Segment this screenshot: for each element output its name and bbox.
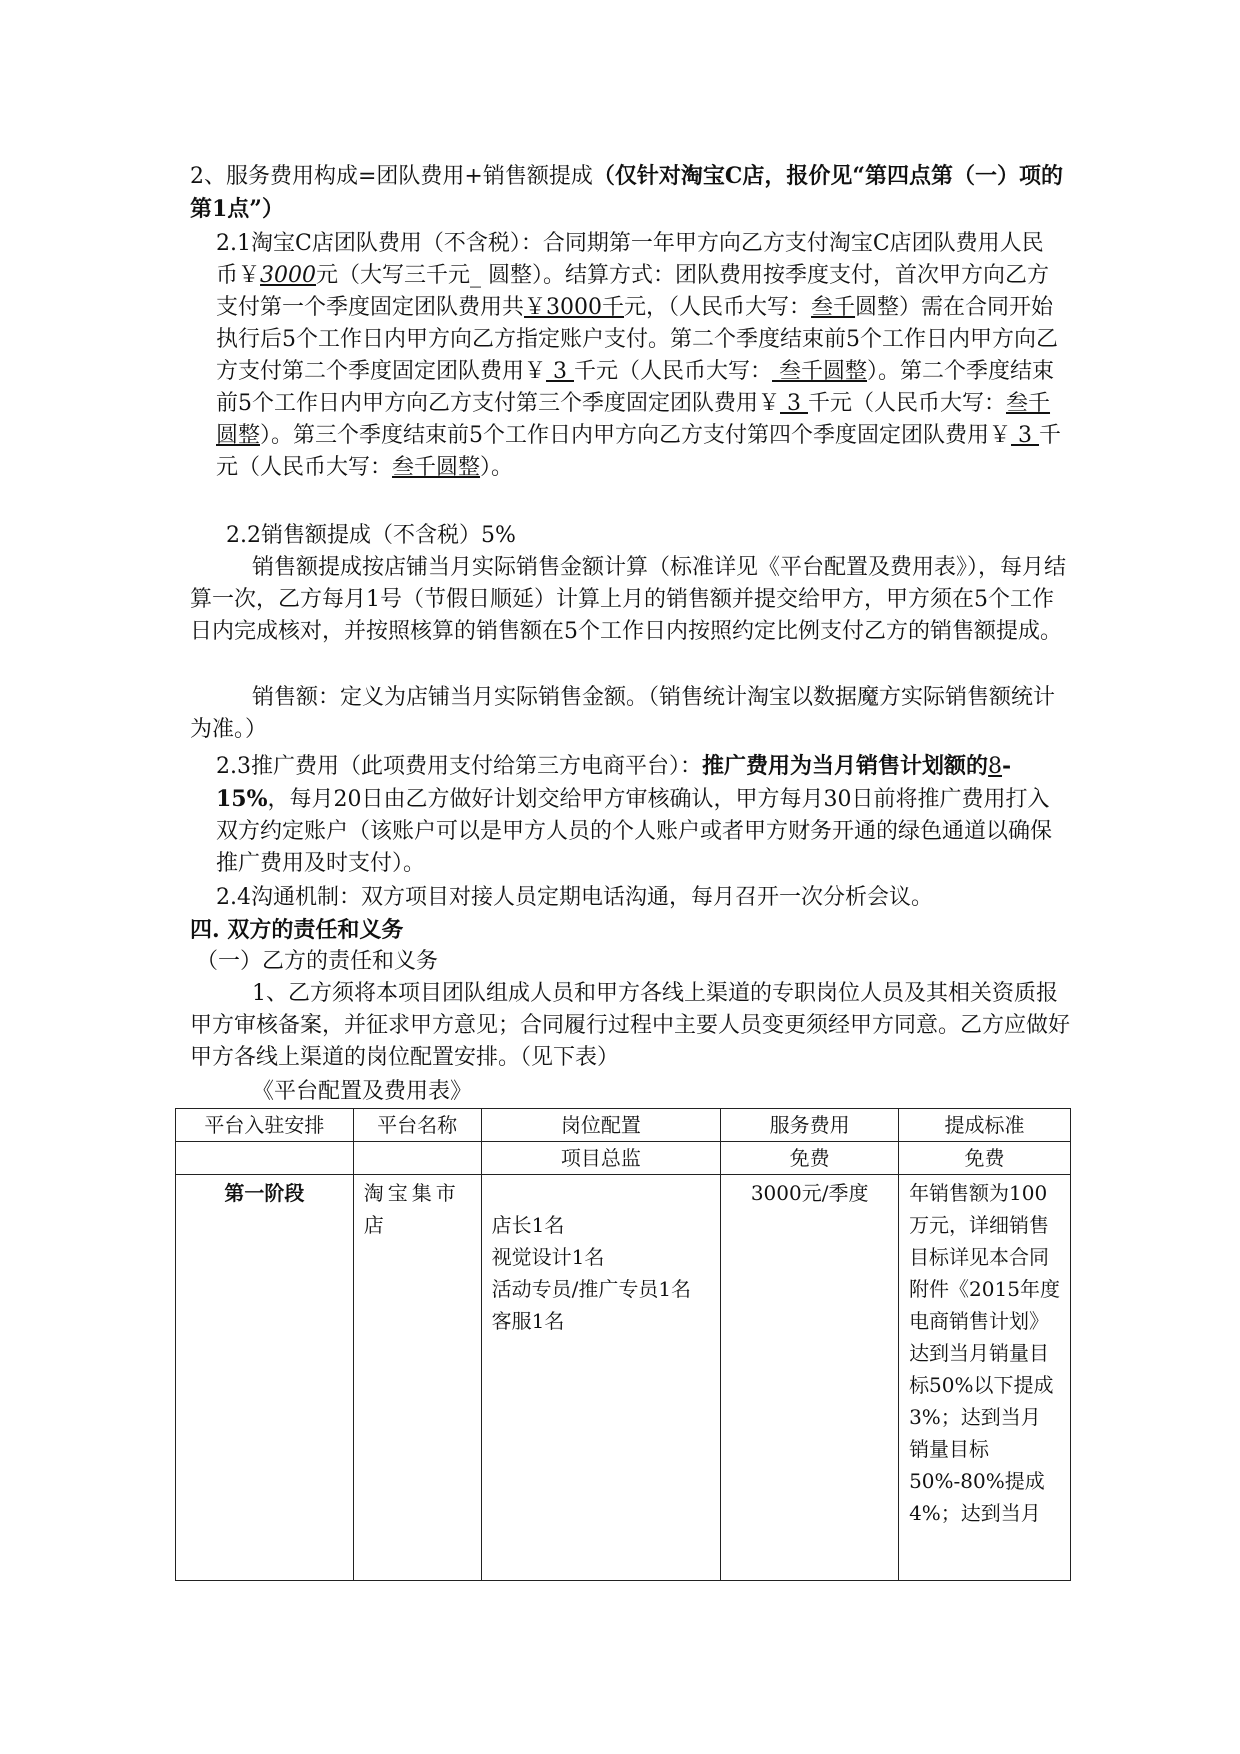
section4-subheading: （一）乙方的责任和义务 <box>196 949 439 974</box>
header-cell: 服务费用 <box>721 1109 899 1142</box>
table-cell <box>176 1142 354 1175</box>
section2-heading-bold: （仅针对淘宝C店，报价见“第四点第（一）项的第1点”） <box>190 163 1064 222</box>
amount-underlined: 3000 <box>260 263 317 288</box>
clause-2-3-bold: -15% <box>216 753 1012 812</box>
clause-2-1-text: 元（大写三千元_ 圆整）。结算方式：团队费用按季度支付，首次甲方向乙方支付第一个季度固定团队费用共 <box>216 263 1050 320</box>
table-cell <box>353 1142 481 1175</box>
fee-cell: 3000元/季度 <box>721 1175 899 1581</box>
amount-underlined: ￥3000千 <box>524 295 625 320</box>
position-item: 视觉设计1名 <box>491 1245 605 1269</box>
clause-2-3 <box>216 750 1066 880</box>
table-cell: 免费 <box>721 1142 899 1175</box>
table-header-row <box>176 1109 1071 1142</box>
clause-2-3-text: 2.3推广费用（此项费用支付给第三方电商平台）： <box>216 754 702 779</box>
header-cell: 平台名称 <box>353 1109 481 1142</box>
clause-2-1-text: 2.1淘宝C店团队费用（不含税）：合同期第一年甲方向乙方支付淘宝C店团队费用人民币￥ <box>216 231 1044 288</box>
clause-2-1-text: ）。第三个季度结束前5个工作日内甲方向乙方支付第四个季度固定团队费用￥ <box>260 423 1012 448</box>
clause-2-2-definition: 销售额：定义为店铺当月实际销售金额。（销售统计淘宝以数据魔方实际销售额统计为准。） <box>190 685 1056 742</box>
section4-heading: 四. 双方的责任和义务 <box>190 917 404 943</box>
amount-underlined: 3 <box>546 359 574 384</box>
platform-config-table <box>175 1108 1071 1581</box>
header-cell: 岗位配置 <box>481 1109 721 1142</box>
table-cell: 项目总监 <box>481 1142 721 1175</box>
clause-2-1-text: ）。 <box>480 455 514 480</box>
positions-cell <box>481 1175 721 1581</box>
amount-chinese-underlined: 叁千圆整 <box>772 359 868 384</box>
commission-cell: 年销售额为100万元，详细销售目标详见本合同附件《2015年度电商销售计划》达到当月销量目标50%以下提成3%；达到当月销量目标50%-80%提成4%；达到当月 <box>899 1175 1071 1581</box>
section2-heading-plain: 2、服务费用构成=团队费用+销售额提成 <box>190 164 593 189</box>
table-cell: 免费 <box>899 1142 1071 1175</box>
position-item: 客服1名 <box>491 1309 565 1333</box>
clause-2-3-bold: 推广费用为当月销售计划额的 <box>702 753 989 779</box>
clause-2-1-text: 千元（人民币大写： <box>216 423 1062 480</box>
clause-2-1 <box>216 228 1064 484</box>
clause-2-1-text: 千元（人民币大写： <box>807 391 1006 416</box>
table-title: 《平台配置及费用表》 <box>252 1079 473 1104</box>
clause-2-1-text: 千元（人民币大写： <box>574 359 773 384</box>
amount-chinese-underlined: 叁千圆整 <box>392 455 481 480</box>
section4-item1: 1、乙方须将本项目团队组成人员和甲方各线上渠道的专职岗位人员及其相关资质报甲方审核备案，并征求甲方意见；合同履行过程中主要人员变更须经甲方同意。乙方应做好甲方各线上渠道的岗位配置安排。（见下表） <box>190 981 1071 1070</box>
position-item: 店长1名 <box>491 1213 565 1237</box>
amount-chinese-underlined: 叁千 <box>811 295 856 320</box>
clause-2-2-body: 销售额提成按店铺当月实际销售金额计算（标准详见《平台配置及费用表》），每月结算一次，乙方每月1号（节假日顺延）计算上月的销售额并提交给甲方，甲方须在5个工作日内完成核对，并按照核算的销售额在5个工作日内按照约定比例支付乙方的销售额提成。 <box>190 555 1067 644</box>
clause-2-3-text: ，每月20日由乙方做好计划交给甲方审核确认，甲方每月30日前将推广费用打入双方约定账户（该账户可以是甲方人员的个人账户或者甲方财务开通的绿色通道以确保推广费用及时支付）。 <box>216 787 1053 876</box>
header-cell: 提成标准 <box>899 1109 1071 1142</box>
table-row <box>176 1142 1071 1175</box>
table-row <box>176 1175 1071 1581</box>
clause-2-4: 2.4沟通机制：双方项目对接人员定期电话沟通，每月召开一次分析会议。 <box>216 885 933 910</box>
clause-2-1-text: 元，（人民币大写： <box>624 295 812 320</box>
section2-heading <box>190 160 1070 226</box>
clause-2-1-text: ）。第二个季度结束前5个工作日内甲方向乙方支付第三个季度固定团队费用￥ <box>216 359 1055 416</box>
amount-underlined: 3 <box>1011 423 1039 448</box>
stage-cell: 第一阶段 <box>176 1175 354 1581</box>
clause-2-2-title: 2.2销售额提成（不含税）5% <box>226 523 516 548</box>
platform-cell: 淘宝集市店 <box>353 1175 481 1581</box>
amount-chinese-underlined: 叁千圆整 <box>216 391 1051 448</box>
position-item: 活动专员/推广专员1名 <box>491 1277 692 1301</box>
amount-underlined: 3 <box>780 391 808 416</box>
header-cell: 平台入驻安排 <box>176 1109 354 1142</box>
clause-2-3-underlined: 8 <box>988 754 1003 779</box>
clause-2-1-text: 圆整）需在合同开始执行后5个工作日内甲方向乙方指定账户支付。第二个季度结束前5个工作日内甲方向乙方支付第二个季度固定团队费用￥ <box>216 295 1058 384</box>
